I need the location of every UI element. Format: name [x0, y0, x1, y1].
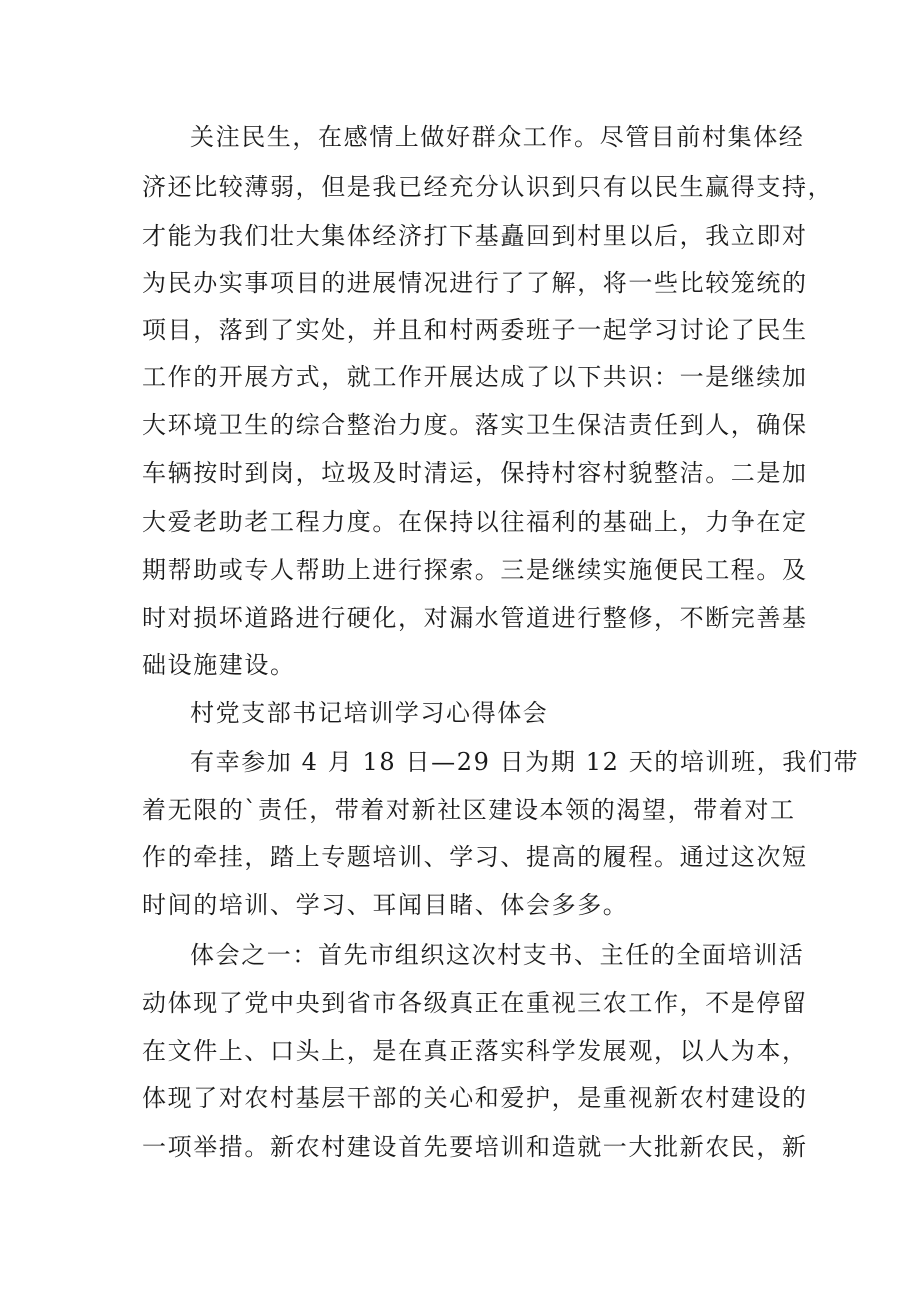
paragraph-line: 项目，落到了实处，并且和村两委班子一起学习讨论了民生: [142, 316, 808, 344]
paragraph-line: 时对损坏道路进行硬化，对漏水管道进行整修，不断完善基: [142, 604, 808, 632]
paragraph-line: 有幸参加 4 月 18 日—29 日为期 12 天的培训班，我们带: [190, 748, 860, 776]
paragraph-line: 关注民生，在感情上做好群众工作。尽管目前村集体经: [190, 123, 805, 151]
paragraph-line: 期帮助或专人帮助上进行探索。三是继续实施便民工程。及: [142, 556, 808, 584]
paragraph-line: 车辆按时到岗，垃圾及时清运，保持村容村貌整洁。二是加: [142, 459, 808, 487]
paragraph-line: 着无限的`责任，带着对新社区建设本领的渴望，带着对工: [142, 796, 796, 824]
paragraph-line: 动体现了党中央到省市各级真正在重视三农工作，不是停留: [142, 989, 808, 1017]
paragraph-line: 工作的开展方式，就工作开展达成了以下共识：一是继续加: [142, 363, 808, 391]
paragraph-line: 础设施建设。: [142, 651, 296, 679]
paragraph-line: 才能为我们壮大集体经济打下基矗回到村里以后，我立即对: [142, 222, 808, 250]
paragraph-line: 作的牵挂，踏上专题培训、学习、提高的履程。通过这次短: [142, 843, 808, 871]
paragraph-line: 大环境卫生的综合整治力度。落实卫生保洁责任到人，确保: [142, 411, 808, 439]
paragraph-line: 时间的培训、学习、耳闻目睹、体会多多。: [142, 891, 629, 919]
paragraph-line: 济还比较薄弱，但是我已经充分认识到只有以民生赢得支持，: [142, 173, 834, 201]
paragraph-line: 一项举措。新农村建设首先要培训和造就一大批新农民，新: [142, 1133, 808, 1161]
paragraph-line: 体会之一：首先市组织这次村支书、主任的全面培训活: [190, 941, 805, 969]
paragraph-line: 体现了对农村基层干部的关心和爱护，是重视新农村建设的: [142, 1084, 808, 1112]
section-title: 村党支部书记培训学习心得体会: [190, 699, 549, 727]
paragraph-line: 大爱老助老工程力度。在保持以往福利的基础上，力争在定: [142, 508, 808, 536]
paragraph-line: 为民办实事项目的进展情况进行了了解，将一些比较笼统的: [142, 269, 808, 297]
paragraph-line: 在文件上、口头上，是在真正落实科学发展观，以人为本，: [142, 1037, 808, 1065]
